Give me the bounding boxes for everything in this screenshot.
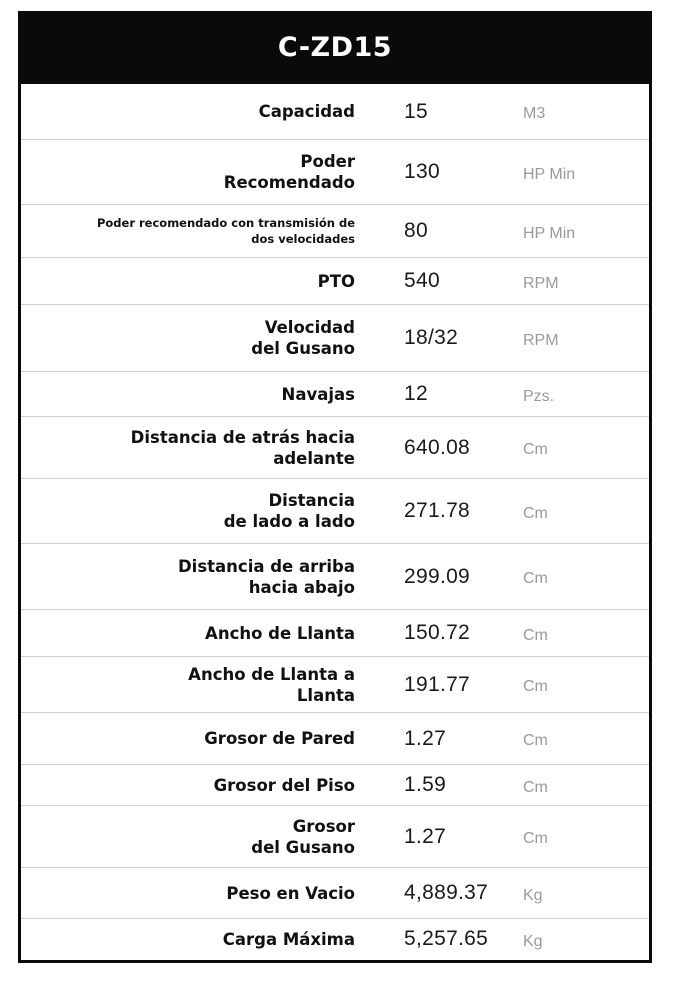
row-value: 1.59	[404, 773, 447, 796]
spec-row-distancia-lado-lado	[21, 479, 649, 544]
spec-row-grosor-gusano	[21, 806, 649, 868]
row-value: 191.77	[404, 672, 471, 696]
row-unit: RPM	[523, 274, 559, 292]
model-title: C-ZD15	[277, 32, 393, 63]
row-value: 12	[404, 382, 428, 405]
row-unit: RPM	[523, 331, 559, 349]
row-label: Velocidad del Gusano	[251, 318, 355, 358]
spec-header	[21, 11, 649, 84]
row-unit: Cm	[523, 441, 548, 458]
row-value: 640.08	[404, 435, 471, 459]
row-label: Capacidad	[258, 102, 355, 121]
row-value: 130	[404, 160, 440, 183]
row-label: Carga Máxima	[222, 929, 355, 949]
row-label: Ancho de Llanta	[205, 623, 355, 643]
row-unit: Cm	[523, 732, 548, 749]
row-unit: Cm	[523, 678, 548, 695]
row-unit: Cm	[523, 504, 548, 522]
row-value: 540	[404, 269, 440, 292]
row-unit: Cm	[523, 830, 548, 847]
row-value: 271.78	[404, 499, 471, 522]
row-unit: M3	[523, 105, 546, 122]
row-label: Distancia de arriba hacia abajo	[177, 556, 355, 597]
row-unit: Cm	[523, 626, 548, 644]
spec-row-poder-recomendado	[21, 140, 649, 205]
row-value: 4,889.37	[404, 881, 489, 904]
row-value: 80	[404, 219, 428, 242]
row-value: 150.72	[404, 621, 471, 644]
row-unit: Kg	[523, 886, 543, 904]
spec-row-ancho-llanta	[21, 610, 649, 657]
row-unit: Cm	[523, 778, 548, 796]
row-value: 1.27	[404, 824, 447, 848]
spec-row-distancia-atras-adelante	[21, 417, 649, 479]
spec-row-grosor-pared	[21, 713, 649, 765]
row-value: 15	[404, 99, 428, 123]
row-value: 299.09	[404, 564, 471, 588]
row-unit: HP Min	[523, 165, 576, 183]
row-unit: HP Min	[523, 224, 576, 242]
spec-row-distancia-arriba-abajo	[21, 544, 649, 610]
spec-row-velocidad-gusano	[21, 305, 649, 372]
spec-row-grosor-piso	[21, 765, 649, 806]
row-label: Poder Recomendado	[223, 152, 355, 192]
spec-row-peso-vacio	[21, 868, 649, 919]
row-value: 5,257.65	[404, 927, 489, 950]
spec-row-carga-maxima	[21, 919, 649, 959]
row-label: Peso en Vacio	[226, 883, 355, 903]
row-label: Distancia de lado a lado	[223, 491, 355, 531]
spec-table	[21, 84, 649, 959]
row-label: Grosor de Pared	[204, 729, 355, 748]
row-value: 1.27	[404, 726, 447, 750]
row-label: PTO	[317, 271, 355, 291]
row-label: Navajas	[281, 384, 355, 404]
spec-row-ancho-llanta-a-llanta	[21, 657, 649, 713]
row-unit: Cm	[523, 570, 548, 587]
spec-row-capacidad	[21, 84, 649, 140]
spec-card	[18, 11, 652, 963]
row-label: Distancia de atrás hacia adelante	[130, 427, 355, 468]
spec-row-pto	[21, 258, 649, 305]
row-unit: Kg	[523, 932, 543, 950]
row-unit: Pzs.	[523, 387, 555, 405]
row-label: Poder recomendado con transmisión de dos velocidades	[96, 216, 355, 246]
row-value: 18/32	[404, 326, 459, 349]
row-label: Grosor del Gusano	[251, 816, 355, 857]
row-label: Ancho de Llanta a Llanta	[188, 664, 355, 705]
spec-row-navajas	[21, 372, 649, 417]
row-label: Grosor del Piso	[213, 775, 355, 795]
spec-row-poder-dos-velocidades	[21, 205, 649, 258]
